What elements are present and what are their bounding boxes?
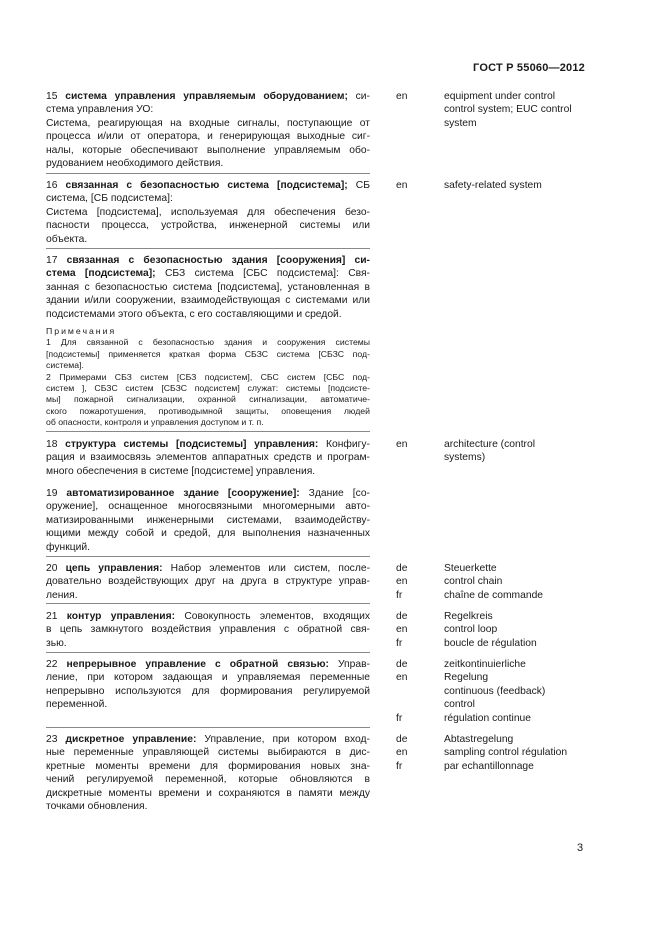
definition-line: СБЗ система [СБС подсистема]: Свя- xyxy=(155,268,370,280)
foreign-equivalents xyxy=(444,438,588,465)
entry-separator xyxy=(46,603,370,604)
term-name: контур управления: xyxy=(66,611,176,622)
language-code: en xyxy=(396,180,408,191)
note-line: мы] пожарной сигнализации, охранной сигнализации, автоматиче- xyxy=(46,394,370,405)
note-line: 1 Для связанной с безопасностью здания и сооружения системы xyxy=(46,337,370,348)
foreign-equivalents xyxy=(444,733,588,773)
term-definition xyxy=(46,658,370,712)
definition-line: матизированными инженерными системами, взаимодейству- xyxy=(46,514,370,526)
entry-separator xyxy=(46,248,370,249)
equivalent-term: régulation continue xyxy=(444,712,532,724)
definition-line: система, [СБ подсистема]: xyxy=(46,193,173,205)
language-code: de xyxy=(396,563,408,574)
page-number: 3 xyxy=(577,842,584,854)
term-definition xyxy=(46,90,370,170)
definition-line: зью. xyxy=(46,637,67,649)
definition-line: Набор элементов или систем, после- xyxy=(162,563,370,574)
definition-line: СБ xyxy=(347,180,370,191)
definition-line: дискретные моменты времени и сохраняются в памяти между xyxy=(46,787,370,799)
term-definition xyxy=(46,562,370,602)
definition-line: ление, при котором задающая и управляемая переменные xyxy=(46,672,370,684)
definition-line: Конфигу- xyxy=(318,439,370,450)
term-number: 17 xyxy=(46,255,58,266)
language-codes xyxy=(396,562,436,602)
definition-line: рация и взаимосвязь элементов аппаратных средств и програм- xyxy=(46,452,370,464)
entry-separator xyxy=(46,173,370,174)
language-codes xyxy=(396,610,436,650)
definition-line: довательно воздействующих друг на друга в структуре управ- xyxy=(46,576,370,588)
term-name: дискретное управление: xyxy=(65,734,197,745)
language-code: en xyxy=(396,672,408,684)
equivalent-term: safety-related system xyxy=(444,180,542,191)
equivalent-term: zeitkontinuierliche xyxy=(444,659,526,670)
language-code: de xyxy=(396,734,408,745)
language-codes xyxy=(396,438,436,451)
definition-line: Система, реагирующая на входные сигналы, поступающие от xyxy=(46,117,370,129)
definition-line: подсистемами этого объекта, с его составляющими и средой. xyxy=(46,308,342,320)
entry-separator xyxy=(46,431,370,432)
language-codes xyxy=(396,90,436,103)
definition-line: ления. xyxy=(46,589,78,601)
entry-separator xyxy=(46,556,370,557)
note-line: 2 Примерами СБЗ систем [СБЗ подсистем], СБС систем [СБС под- xyxy=(46,371,370,382)
definition-line: точками обновления. xyxy=(46,801,148,813)
entry-separator xyxy=(46,727,370,728)
equivalent-term: system xyxy=(444,117,477,129)
language-code xyxy=(396,698,436,711)
equivalent-term: par echantillonnage xyxy=(444,760,534,772)
entry-separator xyxy=(46,652,370,653)
definition-line: здании и/или сооружении, взаимодействующая с системами или xyxy=(46,295,370,307)
language-code: fr xyxy=(396,712,403,724)
term-number: 23 xyxy=(46,734,58,745)
note-line: об опасности, контроля и управления доступом и т. п. xyxy=(46,417,264,428)
equivalent-term: boucle de régulation xyxy=(444,637,537,649)
definition-line: непрерывно используются для формирования регулируемой xyxy=(46,685,370,697)
equivalent-term: equipment under control xyxy=(444,91,556,102)
equivalent-term: Regelkreis xyxy=(444,611,493,622)
term-number: 16 xyxy=(46,180,58,191)
definition-line: переменной. xyxy=(46,699,108,711)
equivalent-term: continuous (feedback) xyxy=(444,685,546,697)
definition-line: занная с безопасностью система [подсистема], установленная в xyxy=(46,281,370,293)
foreign-equivalents xyxy=(444,658,588,725)
notes-block xyxy=(46,326,370,429)
language-codes xyxy=(396,658,436,725)
note-line: система]. xyxy=(46,360,84,371)
term-name: стема [подсистема]; xyxy=(46,268,156,280)
term-number: 18 xyxy=(46,439,58,450)
equivalent-term: Abtastregelung xyxy=(444,734,514,745)
definition-line: чений регулируемой переменной, которые обновляются в xyxy=(46,774,370,786)
equivalent-term: chaîne de commande xyxy=(444,589,544,601)
term-definition xyxy=(46,179,370,246)
definition-line: оружение], оснащенное многосвязными многомерными авто- xyxy=(46,501,370,513)
definition-line: функций. xyxy=(46,541,90,553)
language-code: de xyxy=(396,611,408,622)
foreign-equivalents xyxy=(444,179,588,192)
equivalent-term: control chain xyxy=(444,576,503,588)
equivalent-term: Regelung xyxy=(444,672,489,684)
definition-line: ющими между собой и средой, для выполнения назначенных xyxy=(46,528,370,540)
term-name: система управления управляемым оборудованием; xyxy=(65,91,348,102)
notes-title: Примечания xyxy=(46,326,117,336)
equivalent-term: systems) xyxy=(444,452,486,464)
term-name: структура системы [подсистемы] управления: xyxy=(65,439,319,450)
definition-line: налы, которые обеспечивают выполнение управляемым обо- xyxy=(46,144,370,156)
definition-line: Управление, при котором вход- xyxy=(196,734,370,745)
term-number: 19 xyxy=(46,488,58,499)
language-code xyxy=(396,685,436,698)
definition-line: Совокупность элементов, входящих xyxy=(175,611,371,622)
term-definition xyxy=(46,733,370,813)
term-name: связанная с безопасностью система [подсистема]; xyxy=(65,180,348,191)
document-header: ГОСТ Р 55060—2012 xyxy=(473,62,585,74)
language-code: en xyxy=(396,624,408,636)
term-number: 21 xyxy=(46,611,58,622)
definition-line: стема управления УО: xyxy=(46,104,154,116)
definition-line: кретные моменты времени для формирования новых зна- xyxy=(46,760,370,772)
term-number: 22 xyxy=(46,659,58,670)
note-line: систем ], СБЗС систем [СБЗС подсистем] служат: системы [подсисте- xyxy=(46,383,370,394)
equivalent-term: sampling control régulation xyxy=(444,747,568,759)
equivalent-term: control xyxy=(444,699,475,711)
term-number: 20 xyxy=(46,563,58,574)
definition-line: Здание [со- xyxy=(299,488,370,499)
definition-line: в цепь замкнутого воздействия управления с обратной свя- xyxy=(46,624,370,636)
equivalent-term: control loop xyxy=(444,624,498,636)
definition-line: пасности процесса, устройства, инженерной системы или xyxy=(46,220,370,232)
note-line: ского пожаротушения, противодымной защиты, оповещения людей xyxy=(46,405,370,416)
language-code: fr xyxy=(396,637,403,649)
definition-line: си- xyxy=(347,91,370,102)
language-code: en xyxy=(396,576,408,588)
definition-line: Система [подсистема], используемая для обеспечения безо- xyxy=(46,206,370,218)
language-code: de xyxy=(396,659,408,670)
term-definition xyxy=(46,487,370,554)
term-name: непрерывное управление с обратной связью: xyxy=(66,659,329,670)
language-codes xyxy=(396,733,436,773)
language-code: en xyxy=(396,747,408,759)
term-definition xyxy=(46,254,370,321)
term-definition xyxy=(46,610,370,650)
foreign-equivalents xyxy=(444,90,588,130)
definition-line: ные переменные управляющей системы выбираются в дис- xyxy=(46,747,370,759)
definition-line: рудованием необходимого действия. xyxy=(46,158,224,170)
language-codes xyxy=(396,179,436,192)
equivalent-term: Steuerkette xyxy=(444,563,497,574)
term-definition xyxy=(46,438,370,478)
term-name: автоматизированное здание [сооружение]: xyxy=(66,488,300,499)
foreign-equivalents xyxy=(444,610,588,650)
language-code: fr xyxy=(396,760,403,772)
equivalent-term: architecture (control xyxy=(444,439,535,450)
definition-line: объекта. xyxy=(46,233,88,245)
language-code: fr xyxy=(396,589,403,601)
term-number: 15 xyxy=(46,91,58,102)
term-name: цепь управления: xyxy=(65,563,163,574)
definition-line: много обеспечения в системе [подсистеме] управления. xyxy=(46,465,316,477)
note-line: [подсистемы] применяется краткая форма СБЗС система [СБЗС под- xyxy=(46,348,370,359)
foreign-equivalents xyxy=(444,562,588,602)
term-name: связанная с безопасностью здания [сооружения] си- xyxy=(66,255,370,266)
language-code: en xyxy=(396,439,408,450)
definition-line: Управ- xyxy=(328,659,370,670)
definition-line: процесса и/или от оператора, и генерирующая выходные сиг- xyxy=(46,131,370,143)
equivalent-term: control system; EUC control xyxy=(444,104,572,116)
language-code: en xyxy=(396,91,408,102)
